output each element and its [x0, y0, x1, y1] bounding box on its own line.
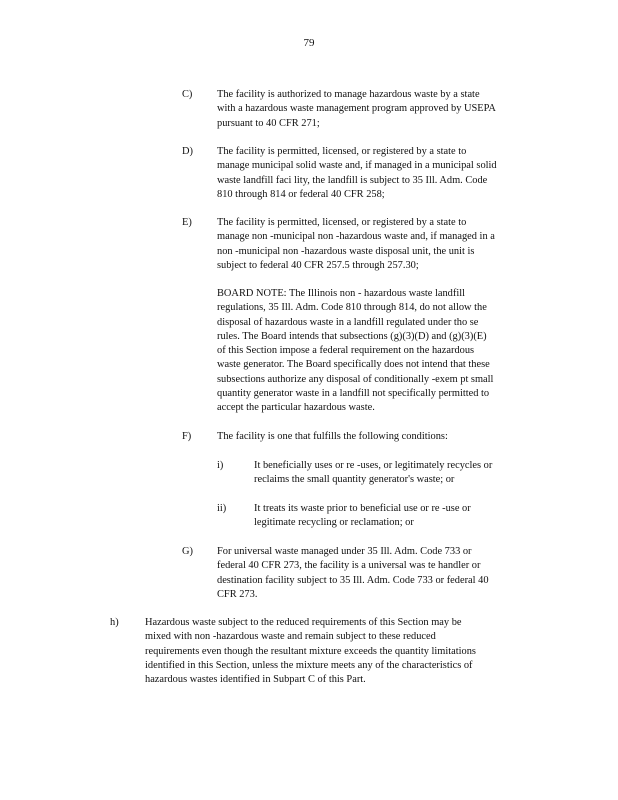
- item-text: The facility is authorized to manage hazardous waste by a state with a hazardous waste management program approved by USEPA pursuant to 40 CFR 271;: [217, 89, 496, 129]
- item-text: For universal waste managed under 35 Ill. Adm. Code 733 or federal 40 CFR 273, the facility is a universal was te handler or destination facility subject to 35 Ill. Adm. Code 733 or federal 40 CFR 273.: [217, 546, 489, 600]
- subitem-text: It treats its waste prior to beneficial use or re -use or legitimate recycling or reclamation; or: [254, 503, 471, 529]
- item-label: G): [182, 546, 193, 557]
- item-label: F): [182, 431, 192, 442]
- item-label: E): [182, 217, 192, 228]
- board-note: BOARD NOTE: The Illinois non - hazardous waste landfill regulations, 35 Ill. Adm. Code 810 through 814, do not allow the disposal of hazardous waste in a landfill regulated under tho se rules. The Board intends that subsections (g)(3)(D) and (g)(3)(E) of this Section impose a federal requirement on the hazardous waste generator. The Board specifically does not intend that these subsections authorize any disposal of conditionally -exem pt small quantity generator waste in a landfill not specifically permitted to accept the particular hazardous waste.: [217, 288, 494, 414]
- item-text: Hazardous waste subject to the reduced requirements of this Section may be mixed with non -hazardous waste and remain subject to these reduced requirements even though the resultant mixture exceeds the quantity limitations identified in this Section, unless the mixture meets any of the characteristics of hazardous wastes identified in Subpart C of this Part.: [145, 617, 476, 686]
- item-text: The facility is permitted, licensed, or registered by a state to manage municipal solid waste and, if managed in a municipal solid waste landfill faci lity, the landfill is subject to 35 Ill. Adm. Code 810 through 814 or federal 40 CFR 258;: [217, 146, 497, 200]
- subitem-label: i): [217, 460, 224, 471]
- item-text: The facility is one that fulfills the following conditions:: [217, 431, 448, 442]
- subitem-text: It beneficially uses or re -uses, or legitimately recycles or reclaims the small quantity generator's waste; or: [254, 460, 493, 486]
- item-label: D): [182, 146, 193, 157]
- item-text: The facility is permitted, licensed, or registered by a state to manage non -municipal non -hazardous waste and, if managed in a non -municipal non -hazardous waste disposal unit, the unit is subject to federal 40 CFR 257.5 through 257.30;: [217, 217, 495, 271]
- item-label: C): [182, 89, 193, 100]
- item-label: h): [110, 617, 119, 628]
- subitem-label: ii): [217, 503, 227, 514]
- page-number: 79: [303, 37, 315, 49]
